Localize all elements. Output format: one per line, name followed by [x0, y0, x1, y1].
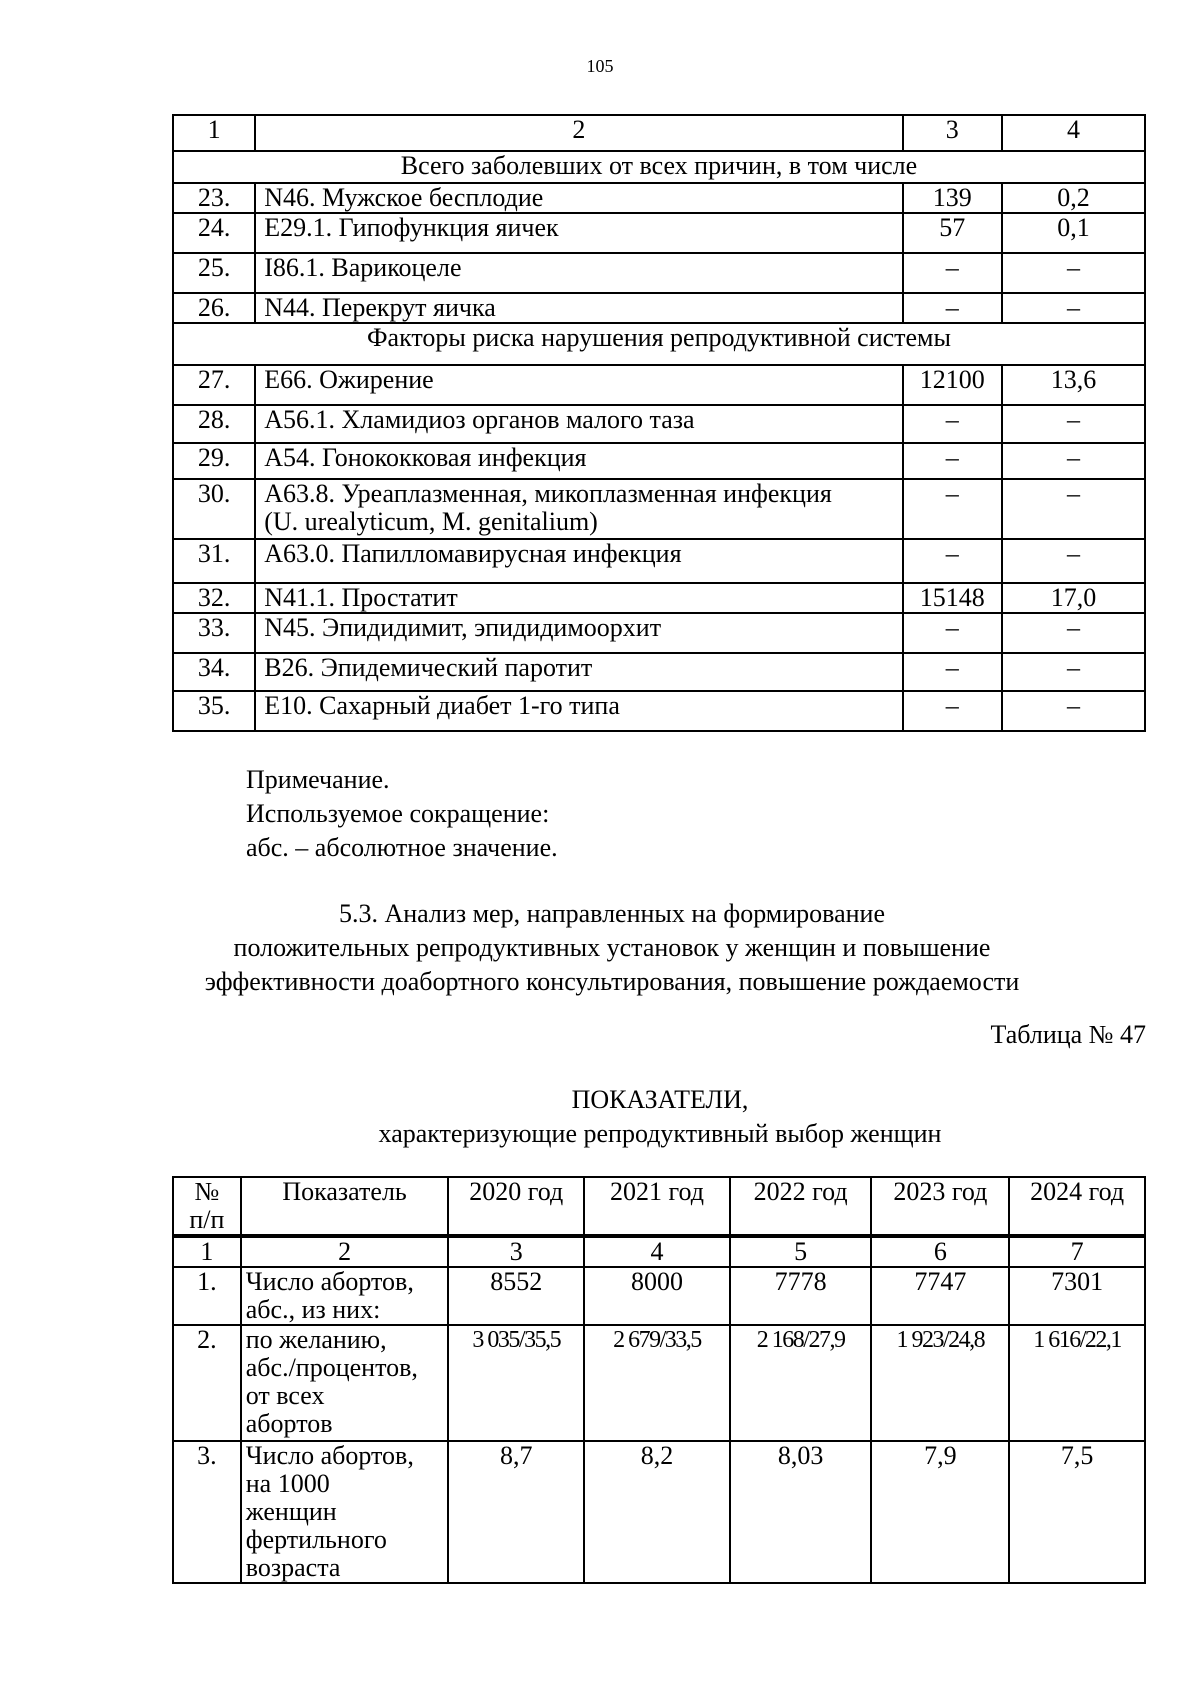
row-name: E29.1. Гипофункция яичек [255, 213, 902, 253]
row-value: 3 035/35,5 [448, 1325, 584, 1441]
table-row [173, 183, 1145, 213]
indicator-line: от всех [245, 1381, 325, 1410]
row-name: B26. Эпидемический паротит [255, 653, 902, 691]
row-value: 7778 [730, 1267, 872, 1325]
table-row [173, 365, 1145, 405]
row-abs: – [903, 613, 1003, 653]
header-cell: 2 [255, 115, 902, 151]
indicator-line: женщин [245, 1497, 337, 1526]
table-row [173, 583, 1145, 613]
row-number: 25. [173, 253, 255, 293]
row-name: N45. Эпидидимит, эпидидимоорхит [255, 613, 902, 653]
index-cell: 7 [1009, 1236, 1145, 1267]
header-num-line: № [194, 1177, 220, 1206]
indicator-line: абс., из них: [245, 1295, 381, 1324]
table-row [173, 539, 1145, 583]
table-header-row [173, 1177, 1145, 1236]
table-row [173, 613, 1145, 653]
table-title: ПОКАЗАТЕЛИ, [571, 1085, 749, 1114]
row-number: 29. [173, 443, 255, 479]
row-number: 1. [173, 1267, 241, 1325]
row-value: 7,9 [871, 1441, 1009, 1583]
row-abs: 57 [903, 213, 1003, 253]
table-row [173, 253, 1145, 293]
row-pct: – [1002, 613, 1145, 653]
header-year: 2023 год [871, 1177, 1009, 1236]
diseases-table [172, 114, 1146, 732]
table-row [173, 691, 1145, 731]
indicator-line: фертильного [245, 1525, 387, 1554]
row-number: 26. [173, 293, 255, 323]
indicator-line: Число абортов, [245, 1267, 414, 1296]
header-cell: 3 [903, 115, 1003, 151]
row-value: 8000 [584, 1267, 730, 1325]
row-pct: 0,1 [1002, 213, 1145, 253]
table-row [173, 405, 1145, 443]
index-cell: 3 [448, 1236, 584, 1267]
row-abs: – [903, 539, 1003, 583]
note-title: Примечание. [246, 765, 390, 794]
row-abs: – [903, 405, 1003, 443]
header-indicator: Показатель [241, 1177, 449, 1236]
header-year: 2021 год [584, 1177, 730, 1236]
table-subtitle: характеризующие репродуктивный выбор женщин [378, 1119, 942, 1148]
row-value: 2 679/33,5 [584, 1325, 730, 1441]
index-cell: 6 [871, 1236, 1009, 1267]
row-number: 2. [173, 1325, 241, 1441]
row-pct: 17,0 [1002, 583, 1145, 613]
row-number: 30. [173, 479, 255, 539]
indicator-line: Число абортов, [245, 1441, 414, 1470]
row-abs: – [903, 479, 1003, 539]
section-heading-line: 5.3. Анализ мер, направленных на формирование [338, 899, 886, 928]
row-abs: – [903, 293, 1003, 323]
header-cell: 4 [1002, 115, 1145, 151]
indicator-line: на 1000 [245, 1469, 330, 1498]
row-pct: 0,2 [1002, 183, 1145, 213]
row-value: 8552 [448, 1267, 584, 1325]
row-name: A54. Гонококковая инфекция [255, 443, 902, 479]
row-pct: – [1002, 539, 1145, 583]
row-name: N41.1. Простатит [255, 583, 902, 613]
row-abs: – [903, 253, 1003, 293]
row-indicator [241, 1267, 449, 1325]
row-value: 1 616/22,1 [1009, 1325, 1145, 1441]
row-name [255, 479, 902, 539]
table-row [173, 443, 1145, 479]
indicator-line: по желанию, [245, 1325, 387, 1354]
section-title: Факторы риска нарушения репродуктивной системы [173, 323, 1145, 365]
row-value: 7301 [1009, 1267, 1145, 1325]
index-cell: 2 [241, 1236, 449, 1267]
row-number: 27. [173, 365, 255, 405]
note-abbrev-label: Используемое сокращение: [246, 799, 550, 828]
row-number: 23. [173, 183, 255, 213]
row-value: 8,7 [448, 1441, 584, 1583]
row-pct: 13,6 [1002, 365, 1145, 405]
header-num [173, 1177, 241, 1236]
indicator-line: возраста [245, 1553, 341, 1582]
table-row [173, 1325, 1145, 1441]
row-number: 32. [173, 583, 255, 613]
row-pct: – [1002, 293, 1145, 323]
header-year: 2022 год [730, 1177, 872, 1236]
header-year: 2020 год [448, 1177, 584, 1236]
row-indicator [241, 1441, 449, 1583]
row-number: 3. [173, 1441, 241, 1583]
header-cell: 1 [173, 115, 255, 151]
row-name: N46. Мужское бесплодие [255, 183, 902, 213]
row-pct: – [1002, 479, 1145, 539]
section-heading-line: положительных репродуктивных установок у женщин и повышение [233, 933, 991, 962]
row-number: 35. [173, 691, 255, 731]
row-abs: – [903, 653, 1003, 691]
row-value: 2 168/27,9 [730, 1325, 872, 1441]
row-value: 8,03 [730, 1441, 872, 1583]
row-pct: – [1002, 253, 1145, 293]
row-value: 1 923/24,8 [871, 1325, 1009, 1441]
row-value: 7,5 [1009, 1441, 1145, 1583]
row-number: 33. [173, 613, 255, 653]
row-name: E66. Ожирение [255, 365, 902, 405]
table-row [173, 653, 1145, 691]
index-cell: 4 [584, 1236, 730, 1267]
row-name-line: A63.8. Уреаплазменная, микоплазменная инфекция [264, 479, 832, 508]
table-header-row [173, 115, 1145, 151]
row-abs: 139 [903, 183, 1003, 213]
table-row [173, 1441, 1145, 1583]
header-num-line: п/п [189, 1205, 225, 1234]
row-value: 8,2 [584, 1441, 730, 1583]
index-row [173, 1236, 1145, 1267]
table-row [173, 293, 1145, 323]
row-pct: – [1002, 405, 1145, 443]
row-name-line: (U. urealyticum, M. genitalium) [264, 507, 598, 536]
row-abs: – [903, 691, 1003, 731]
row-number: 24. [173, 213, 255, 253]
table-row [173, 1267, 1145, 1325]
section-row [173, 151, 1145, 183]
row-pct: – [1002, 691, 1145, 731]
row-name: A56.1. Хламидиоз органов малого таза [255, 405, 902, 443]
index-cell: 1 [173, 1236, 241, 1267]
row-name: N44. Перекрут яичка [255, 293, 902, 323]
row-number: 28. [173, 405, 255, 443]
indicator-line: абс./процентов, [245, 1353, 418, 1382]
row-number: 34. [173, 653, 255, 691]
row-abs: – [903, 443, 1003, 479]
table-row [173, 479, 1145, 539]
row-name: I86.1. Варикоцеле [255, 253, 902, 293]
row-pct: – [1002, 443, 1145, 479]
row-name: A63.0. Папилломавирусная инфекция [255, 539, 902, 583]
section-title: Всего заболевших от всех причин, в том числе [173, 151, 1145, 183]
row-pct: – [1002, 653, 1145, 691]
section-row [173, 323, 1145, 365]
index-cell: 5 [730, 1236, 872, 1267]
table-number: Таблица № 47 [990, 1020, 1146, 1049]
table-row [173, 213, 1145, 253]
indicator-line: абортов [245, 1409, 333, 1438]
row-number: 31. [173, 539, 255, 583]
row-abs: 12100 [903, 365, 1003, 405]
header-year: 2024 год [1009, 1177, 1145, 1236]
note-abbrev-text: абс. – абсолютное значение. [246, 833, 558, 862]
page-number: 105 [586, 56, 614, 76]
indicators-table [172, 1176, 1146, 1584]
row-name: E10. Сахарный диабет 1-го типа [255, 691, 902, 731]
section-heading-line: эффективности доабортного консультирования, повышение рождаемости [204, 967, 1020, 996]
row-value: 7747 [871, 1267, 1009, 1325]
row-abs: 15148 [903, 583, 1003, 613]
row-indicator [241, 1325, 449, 1441]
